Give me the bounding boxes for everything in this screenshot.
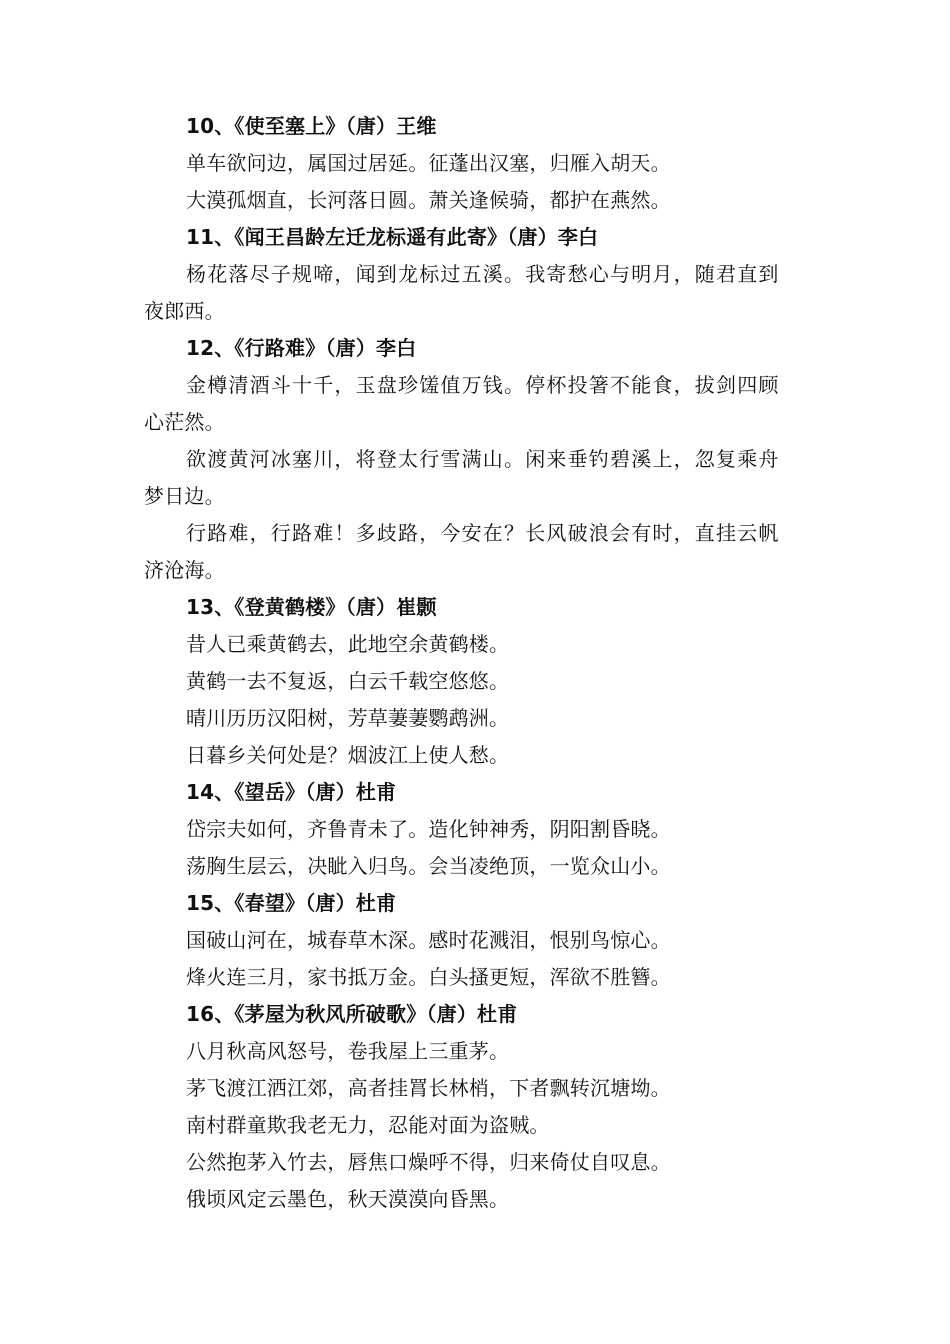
- poem-line-continuation: 心茫然。: [144, 410, 225, 434]
- poem-line: 俄顷风定云墨色，秋天漠漠向昏黑。: [186, 1187, 510, 1211]
- poem-line: 茅飞渡江洒江郊，高者挂罥长林梢，下者飘转沉塘坳。: [186, 1076, 671, 1100]
- poem-line: 金樽清酒斗十千，玉盘珍馐值万钱。停杯投箸不能食，拔剑四顾: [186, 373, 780, 397]
- poem-line: 欲渡黄河冰塞川，将登太行雪满山。闲来垂钓碧溪上，忽复乘舟: [186, 447, 780, 471]
- poem-list: [144, 108, 809, 1218]
- poem-line: 八月秋高风怒号，卷我屋上三重茅。: [186, 1039, 510, 1063]
- poem-title: 12、《行路难》（唐）李白: [186, 336, 417, 360]
- poem-line: 黄鹤一去不复返，白云千载空悠悠。: [186, 669, 510, 693]
- poem-line: 荡胸生层云，决眦入归鸟。会当凌绝顶，一览众山小。: [186, 854, 671, 878]
- poem-line: 昔人已乘黄鹤去，此地空余黄鹤楼。: [186, 632, 510, 656]
- poem-line: 日暮乡关何处是？烟波江上使人愁。: [186, 743, 510, 767]
- poem-line: 岱宗夫如何，齐鲁青未了。造化钟神秀，阴阳割昏晓。: [186, 817, 671, 841]
- poem-line: 晴川历历汉阳树，芳草萋萋鹦鹉洲。: [186, 706, 510, 730]
- poem-title: 14、《望岳》（唐）杜甫: [186, 780, 397, 804]
- poem-line: 国破山河在，城春草木深。感时花溅泪，恨别鸟惊心。: [186, 928, 671, 952]
- poem-title: 13、《登黄鹤楼》（唐）崔颢: [186, 595, 437, 619]
- poem-line-continuation: 济沧海。: [144, 558, 225, 582]
- poem-line: 南村群童欺我老无力，忍能对面为盗贼。: [186, 1113, 550, 1137]
- poem-title: 11、《闻王昌龄左迁龙标遥有此寄》（唐）李白: [186, 225, 599, 249]
- poem-line: 行路难，行路难！多歧路，今安在？长风破浪会有时，直挂云帆: [186, 521, 780, 545]
- poem-line: 单车欲问边，属国过居延。征蓬出汉塞，归雁入胡天。: [186, 151, 671, 175]
- poem-line: 烽火连三月，家书抵万金。白头搔更短，浑欲不胜簪。: [186, 965, 671, 989]
- poem-title: 16、《茅屋为秋风所破歌》（唐）杜甫: [186, 1002, 518, 1026]
- poem-line: 公然抱茅入竹去，唇焦口燥呼不得，归来倚仗自叹息。: [186, 1150, 671, 1174]
- poem-line: 杨花落尽子规啼，闻到龙标过五溪。我寄愁心与明月，随君直到: [186, 262, 780, 286]
- poem-line-continuation: 夜郎西。: [144, 299, 225, 323]
- poem-line: 大漠孤烟直，长河落日圆。萧关逢候骑，都护在燕然。: [186, 188, 671, 212]
- poem-title: 15、《春望》（唐）杜甫: [186, 891, 397, 915]
- poem-title: 10、《使至塞上》（唐）王维: [186, 114, 437, 138]
- poem-line-continuation: 梦日边。: [144, 484, 225, 508]
